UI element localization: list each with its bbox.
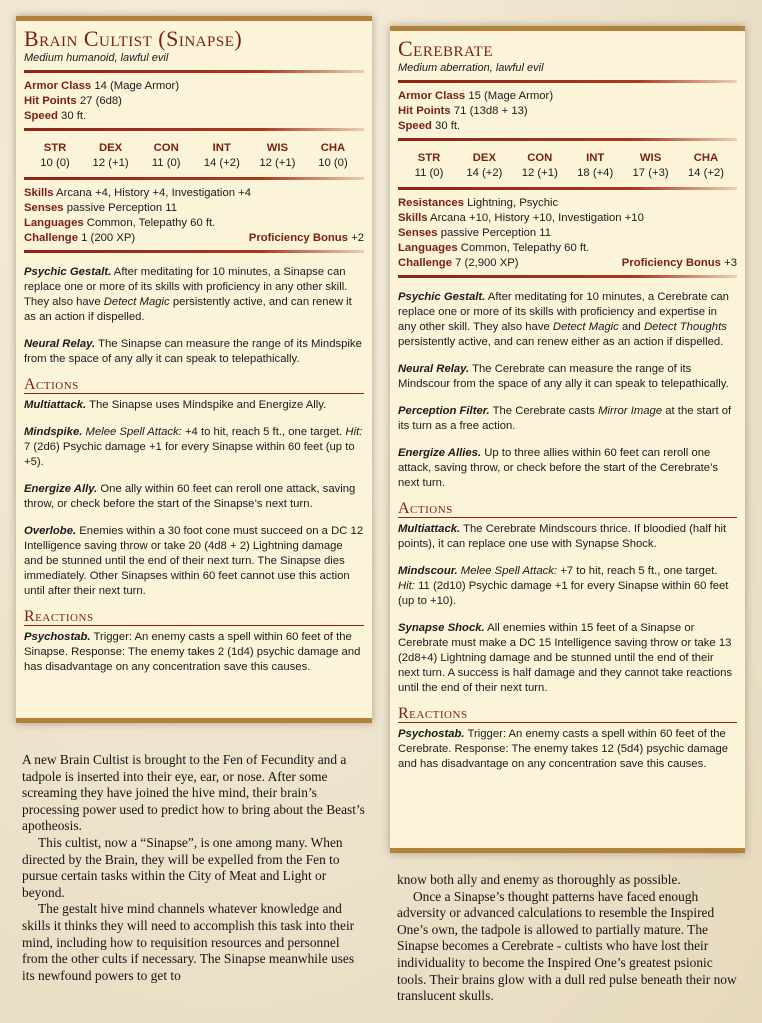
armor-class: Armor Class 14 (Mage Armor) [24, 80, 180, 92]
hit-points: Hit Points 71 (13d8 + 13) [398, 105, 528, 117]
ability-scores [24, 137, 364, 173]
ability-int: INT 18 (+4) [577, 152, 614, 179]
paragraph: This cultist, now a “Sinapse”, is one among many. When directed by the Brain, they will be expelled from the Fen to pursue certain tasks within the City of Meat and Light or beyond. [22, 834, 343, 900]
action-mindscour: Mindscour. Melee Spell Attack: +7 to hit, reach 5 ft., one target. Hit: 11 (2d10) Psychic damage +1 for every Sinapse within 60 feet (up to +10). [398, 565, 729, 607]
paragraph: Once a Sinapse’s thought patterns have faced enough adversity or advanced calculations to resemble the Inspired One’s own, the tadpole is allowed to partially mature. The Sinapse becomes a Cerebrate - cultists who have lost their individuality to become the Inspired One’s greatest psionic tools. Their brains glow with a dull red pulse beneath their now translucent skulls. [397, 888, 737, 1004]
action-mindspike: Mindspike. Melee Spell Attack: +4 to hit, reach 5 ft., one target. Hit: 7 (2d6) Psychic damage +1 for every Sinapse within 60 feet (up to +5). [24, 426, 363, 468]
resistances: Resistances Lightning, Psychic [398, 197, 559, 209]
ability-int: INT 14 (+2) [203, 142, 240, 169]
action-energize-ally: Energize Ally. One ally within 60 feet can reroll one attack, saving throw, or check before the start of the Sinapse’s next turn. [24, 483, 356, 510]
speed: Speed 30 ft. [24, 110, 87, 122]
creature-type: Medium humanoid, lawful evil [24, 52, 169, 64]
ability-dex: DEX 12 (+1) [92, 142, 129, 169]
hit-points: Hit Points 27 (6d8) [24, 95, 122, 107]
divider [24, 70, 364, 73]
challenge-row: Challenge 1 (200 XP) Proficiency Bonus +2 [24, 232, 364, 244]
challenge-row: Challenge 7 (2,900 XP) Proficiency Bonus +3 [398, 257, 737, 269]
action-multiattack: Multiattack. The Cerebrate Mindscours thrice. If bloodied (half hit points), it can replace one use with Synapse Shock. [398, 523, 727, 550]
ability-wis: WIS 17 (+3) [632, 152, 669, 179]
skills: Skills Arcana +10, History +10, Investigation +10 [398, 212, 644, 224]
ability-dex: DEX 14 (+2) [466, 152, 503, 179]
actions-heading: Actions [398, 501, 737, 518]
lore-text-left [22, 752, 367, 984]
action-overlobe: Overlobe. Enemies within a 30 foot cone must succeed on a DC 12 Intelligence saving throw or take 20 (4d8 + 2) Lightning damage and be stunned until the end of their next turn. The Sinapse dies immediately. Other Sinapses within 60 feet cannot use this action until after their next turn. [24, 525, 364, 597]
ability-cha: CHA 10 (0) [318, 142, 348, 169]
divider [398, 275, 737, 278]
trait-neural-relay: Neural Relay. The Sinapse can measure the range of its Mindspike from the space of any ally it can speak to telepathically. [24, 338, 362, 365]
reactions-heading: Reactions [24, 609, 364, 626]
creature-name: Brain Cultist (Sinapse) [24, 26, 243, 51]
ability-con: CON 12 (+1) [521, 152, 558, 179]
trait-perception-filter: Perception Filter. The Cerebrate casts Mirror Image at the start of its turn as a free action. [398, 405, 732, 432]
divider [24, 177, 364, 180]
reactions-heading: Reactions [398, 706, 737, 723]
divider [24, 250, 364, 253]
divider [398, 187, 737, 190]
senses: Senses passive Perception 11 [398, 227, 552, 239]
ability-con: CON 11 (0) [151, 142, 181, 169]
divider [24, 128, 364, 131]
stat-block-sinapse [16, 16, 372, 723]
languages: Languages Common, Telepathy 60 ft. [398, 242, 590, 254]
paragraph: A new Brain Cultist is brought to the Fen of Fecundity and a tadpole is inserted into their eye, ear, or nose. After some screaming they have joined the hive mind, their brain’s processing power used to predict how to bring about the Beast’s apotheosis. [22, 752, 365, 834]
lore-text-right [397, 872, 745, 1005]
trait-energize-allies: Energize Allies. Up to three allies within 60 feet can reroll one attack, saving throw, or check before the start of the Cerebrate’s next turn. [398, 447, 719, 489]
divider [398, 80, 737, 83]
skills: Skills Arcana +4, History +4, Investigation +4 [24, 187, 252, 199]
ability-str: STR 11 (0) [414, 152, 444, 179]
languages: Languages Common, Telepathy 60 ft. [24, 217, 216, 229]
divider [398, 138, 737, 141]
creature-name: Cerebrate [398, 36, 494, 61]
paragraph: The gestalt hive mind channels whatever knowledge and skills it thinks they will need to accomplish this task into their mind, including how to requisition resources and personnel from the other cults if necessary. The Sinapse meanwhile uses its newfound powers to get to [22, 901, 355, 983]
armor-class: Armor Class 15 (Mage Armor) [398, 90, 554, 102]
action-synapse-shock: Synapse Shock. All enemies within 15 feet of a Sinapse or Cerebrate must make a DC 15 Intelligence saving throw or take 13 (2d8+4) Lightning damage and be stunned until the end of their next turn. A success is half damage and they cannot take reactions until the end of their next turn. [398, 622, 733, 694]
reaction-psychostab: Psychostab. Trigger: An enemy casts a spell within 60 feet of the Sinapse. Response: The enemy takes 2 (1d4) psychic damage and has disadvantage on any concentration save this causes. [24, 631, 361, 673]
trait-neural-relay: Neural Relay. The Cerebrate can measure the range of its Mindscour from the space of any ally it can speak to telepathically. [398, 363, 729, 390]
ability-str: STR 10 (0) [40, 142, 70, 169]
senses: Senses passive Perception 11 [24, 202, 178, 214]
stat-block-cerebrate [390, 26, 745, 853]
action-multiattack: Multiattack. The Sinapse uses Mindspike and Energize Ally. [24, 399, 327, 411]
ability-cha: CHA 14 (+2) [687, 152, 724, 179]
ability-scores [398, 147, 737, 183]
reaction-psychostab: Psychostab. Trigger: An enemy casts a spell within 60 feet of the Cerebrate. Response: The enemy takes 12 (5d4) psychic damage and has disadvantage on any concentration save this causes. [398, 728, 729, 770]
paragraph: know both ally and enemy as thoroughly as possible. [397, 872, 681, 887]
trait-psychic-gestalt: Psychic Gestalt. After meditating for 10 minutes, a Cerebrate can replace one or more of its skills with proficiency and expertise in any other skill. They also have Detect Magic and Detect Thoughts persistently active, and can renew either as an action if dispelled. [398, 291, 729, 348]
creature-type: Medium aberration, lawful evil [398, 62, 544, 74]
trait-psychic-gestalt: Psychic Gestalt. After meditating for 10 minutes, a Sinapse can replace one or more of its skills with proficiency in any other skill. They also have Detect Magic persistently active, and can renew it as an action if dispelled. [24, 266, 352, 323]
ability-wis: WIS 12 (+1) [259, 142, 296, 169]
speed: Speed 30 ft. [398, 120, 461, 132]
actions-heading: Actions [24, 377, 364, 394]
